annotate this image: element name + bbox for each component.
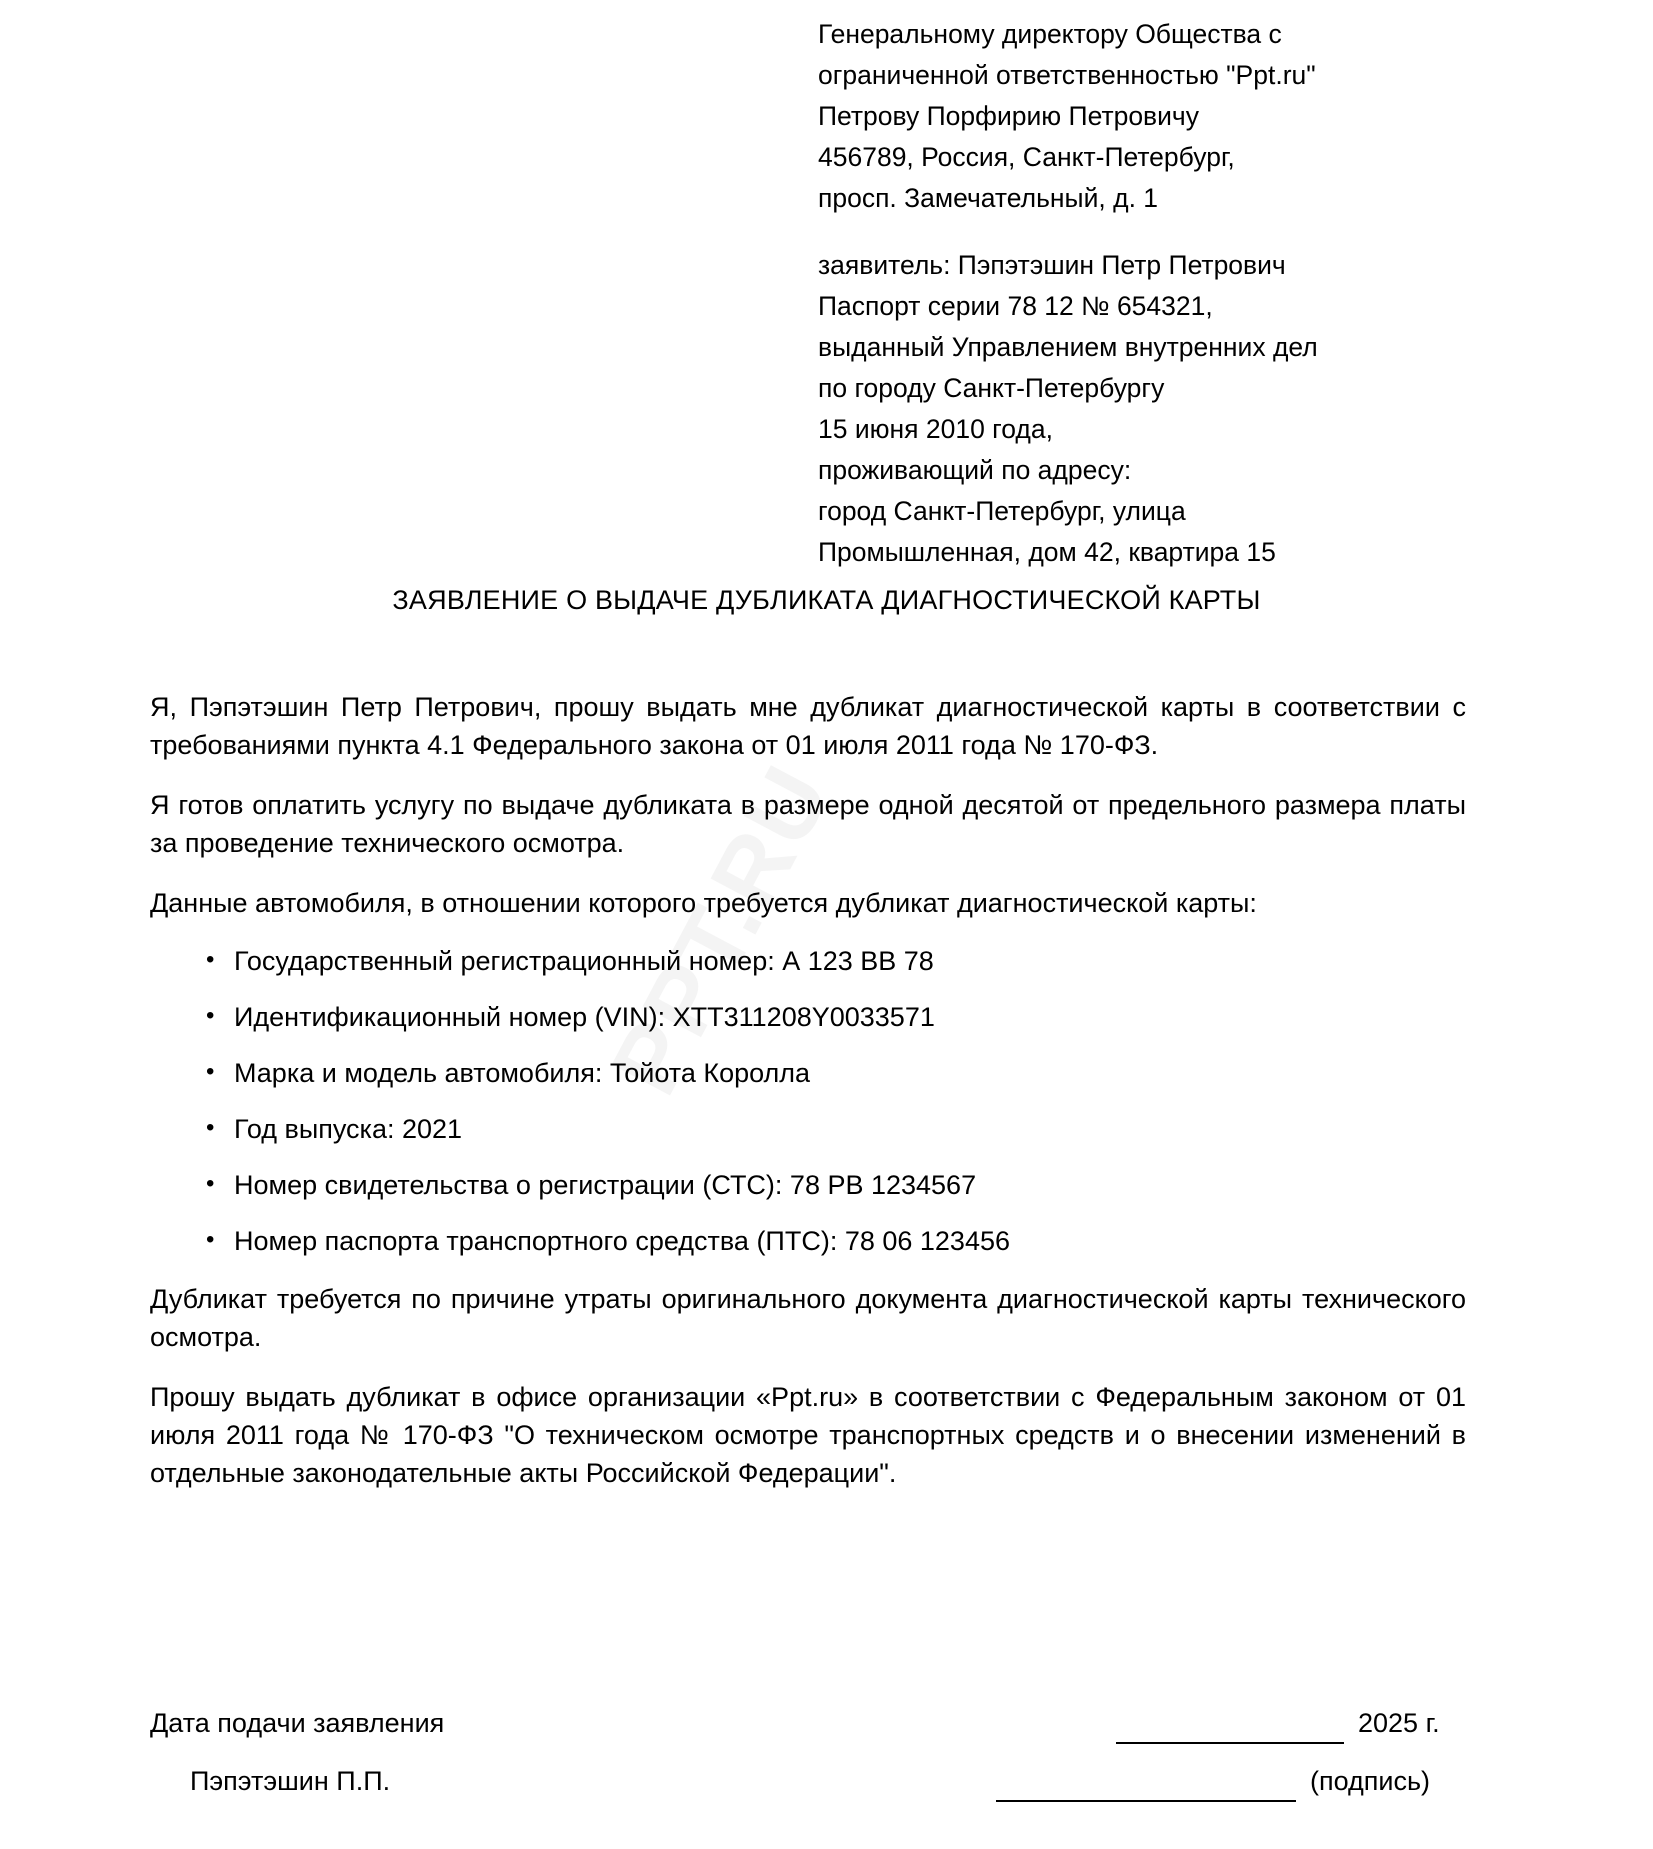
body-paragraph-3: Данные автомобиля, в отношении которого требуется дубликат диагностической карты: [150,888,1257,918]
body-paragraph-2: Я готов оплатить услугу по выдаче дубликата в размере одной десятой от предельного размера платы за проведение технического осмотра. [150,790,1466,858]
document-title: ЗАЯВЛЕНИЕ О ВЫДАЧЕ ДУБЛИКАТА ДИАГНОСТИЧЕСКОЙ КАРТЫ [392,585,1261,615]
date-year-label: 2025 г. [1358,1708,1440,1738]
car-detail-text: Номер паспорта транспортного средства (ПТС): 78 06 123456 [234,1226,1010,1256]
car-detail-item [150,944,1466,978]
date-row [150,1708,1466,1766]
applicant-group [818,245,1458,573]
bullet-icon: • [206,1114,215,1141]
applicant-line: выданный Управлением внутренних дел [818,332,1318,362]
applicant-line: 15 июня 2010 года, [818,414,1053,444]
header-block [818,14,1458,573]
body-paragraph-4: Дубликат требуется по причине утраты оригинального документа диагностической карты технического осмотра. [150,1284,1466,1352]
bullet-icon: • [206,1002,215,1029]
car-detail-text: Номер свидетельства о регистрации (СТС): 78 РВ 1234567 [234,1170,977,1200]
signature-block [150,1708,1466,1824]
addressee-group [818,14,1458,219]
car-detail-item [150,1168,1466,1202]
body-paragraph-5: Прошу выдать дубликат в офисе организации «Ppt.ru» в соответствии с Федеральным законом от 01 июля 2011 года № 170-ФЗ "О техническом осмотре транспортных средств и о внесении изменений в отдельные законодательные акты Российской Федерации". [150,1382,1466,1488]
date-fill-line[interactable] [1116,1742,1344,1744]
car-detail-text: Государственный регистрационный номер: А 123 ВВ 78 [234,946,934,976]
applicant-line: Паспорт серии 78 12 № 654321, [818,291,1213,321]
signatory-row [150,1766,1466,1824]
car-detail-text: Марка и модель автомобиля: Тойота Королла [234,1058,811,1088]
applicant-line: Промышленная, дом 42, квартира 15 [818,537,1276,567]
bullet-icon: • [206,1226,215,1253]
document-body [150,688,1466,1514]
addressee-line: Генеральному директору Общества с [818,19,1282,49]
car-detail-item [150,1112,1466,1146]
applicant-line: город Санкт-Петербург, улица [818,496,1186,526]
car-detail-text: Идентификационный номер (VIN): XTT311208Y0033571 [234,1002,935,1032]
applicant-line: заявитель: Пэпэтэшин Петр Петрович [818,250,1286,280]
car-detail-item [150,1056,1466,1090]
car-detail-item [150,1224,1466,1258]
signature-caption: (подпись) [1310,1766,1431,1796]
car-detail-item [150,1000,1466,1034]
addressee-line: ограниченной ответственностью "Ppt.ru" [818,60,1316,90]
car-detail-text: Год выпуска: 2021 [234,1114,463,1144]
signatory-name: Пэпэтэшин П.П. [190,1766,391,1796]
applicant-line: по городу Санкт-Петербургу [818,373,1165,403]
signature-fill-line[interactable] [996,1800,1296,1802]
bullet-icon: • [206,1058,215,1085]
bullet-icon: • [206,1170,215,1197]
applicant-line: проживающий по адресу: [818,455,1132,485]
bullet-icon: • [206,946,215,973]
addressee-line: просп. Замечательный, д. 1 [818,183,1159,213]
date-label: Дата подачи заявления [150,1708,445,1738]
addressee-line: Петрову Порфирию Петровичу [818,101,1199,131]
body-paragraph-1: Я, Пэпэтэшин Петр Петрович, прошу выдать мне дубликат диагностической карты в соответствии с требованиями пункта 4.1 Федерального закона от 01 июля 2011 года № 170-ФЗ. [150,692,1466,760]
car-details-list [150,944,1466,1258]
addressee-line: 456789, Россия, Санкт-Петербург, [818,142,1235,172]
